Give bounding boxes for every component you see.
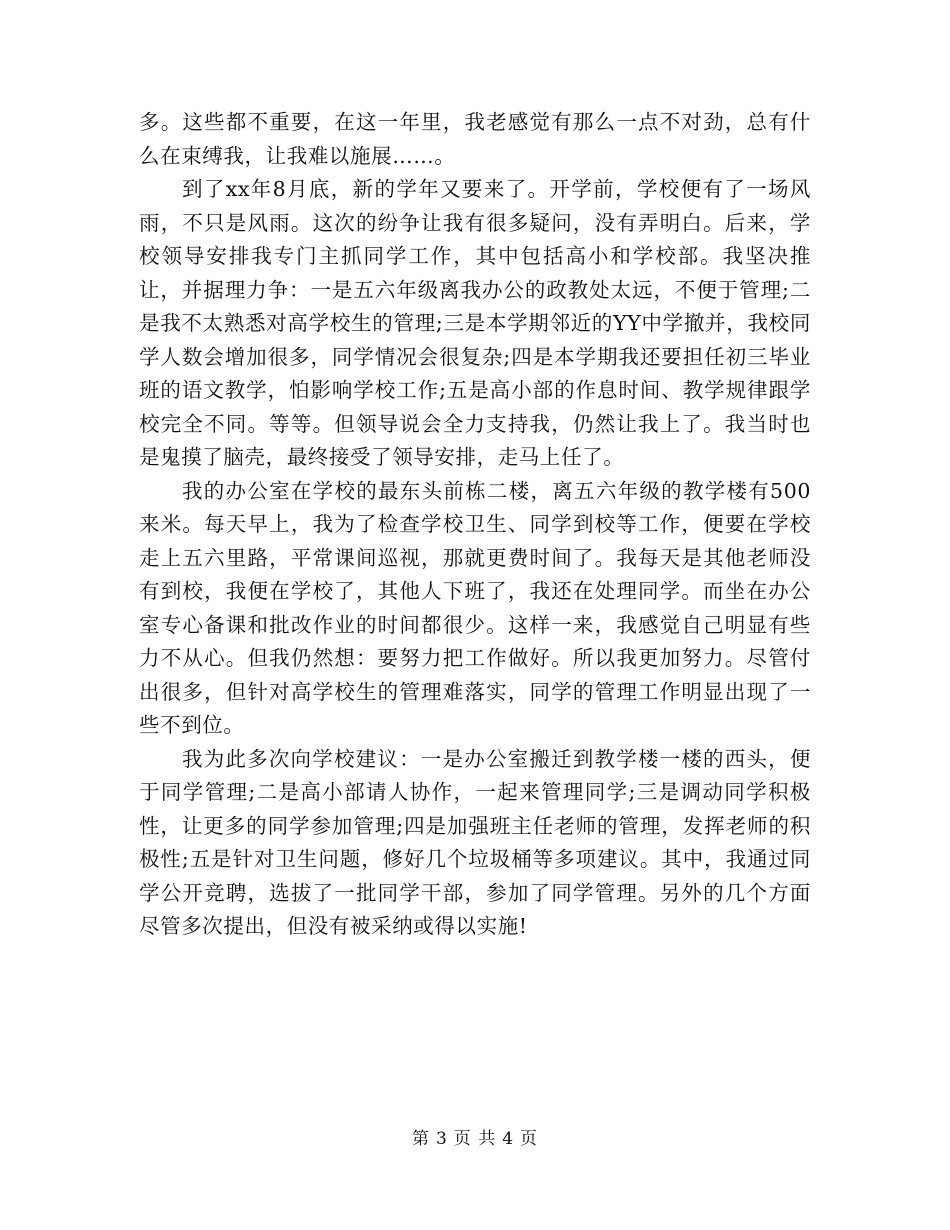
footer-suffix: 页 bbox=[520, 1129, 539, 1149]
paragraph-continuation: 多。这些都不重要，在这一年里，我老感觉有那么一点不对劲，总有什么在束缚我，让我难以施展……。 bbox=[139, 110, 811, 168]
paragraph: 我为此多次向学校建议：一是办公室搬迁到教学楼一楼的西头，便于同学管理;二是高小部请人协作，一起来管理同学;三是调动同学积极性，让更多的同学参加管理;四是加强班主任老师的管理，发挥老师的积极性;五是针对卫生问题，修好几个垃圾桶等多项建议。其中，我通过同学公开竞聘，选拔了一批同学干部，参加了同学管理。另外的几个方面尽管多次提出，但没有被采纳或得以实施! bbox=[139, 746, 811, 938]
footer-prefix: 第 bbox=[411, 1129, 430, 1149]
footer-middle: 页 共 bbox=[453, 1129, 497, 1149]
footer-page-number: 3 bbox=[435, 1129, 448, 1149]
body-text bbox=[139, 106, 811, 944]
paragraph: 到了xx年8月底，新的学年又要来了。开学前，学校便有了一场风雨，不只是风雨。这次的纷争让我有很多疑问，没有弄明白。后来，学校领导安排我专门主抓同学工作，其中包括高小和学校部。我坚决推让，并据理力争：一是五六年级离我办公的政教处太远，不便于管理;二是我不太熟悉对高学校生的管理;三是本学期邻近的YY中学撤并，我校同学人数会增加很多，同学情况会很复杂;四是本学期我还要担任初三毕业班的语文教学，怕影响学校工作;五是高小部的作息时间、教学规律跟学校完全不同。等等。但领导说会全力支持我，仍然让我上了。我当时也是鬼摸了脑壳，最终接受了领导安排，走马上任了。 bbox=[139, 177, 811, 469]
footer-total-pages: 4 bbox=[502, 1129, 515, 1149]
paragraph: 我的办公室在学校的最东头前栋二楼，离五六年级的教学楼有500来米。每天早上，我为了检查学校卫生、同学到校等工作，便要在学校走上五六里路，平常课间巡视，那就更费时间了。我每天是其他老师没有到校，我便在学校了，其他人下班了，我还在处理同学。而坐在办公室专心备课和批改作业的时间都很少。这样一来，我感觉自己明显有些力不从心。但我仍然想：要努力把工作做好。所以我更加努力。尽管付出很多，但针对高学校生的管理难落实，同学的管理工作明显出现了一些不到位。 bbox=[139, 478, 811, 737]
page-footer bbox=[0, 1124, 950, 1149]
